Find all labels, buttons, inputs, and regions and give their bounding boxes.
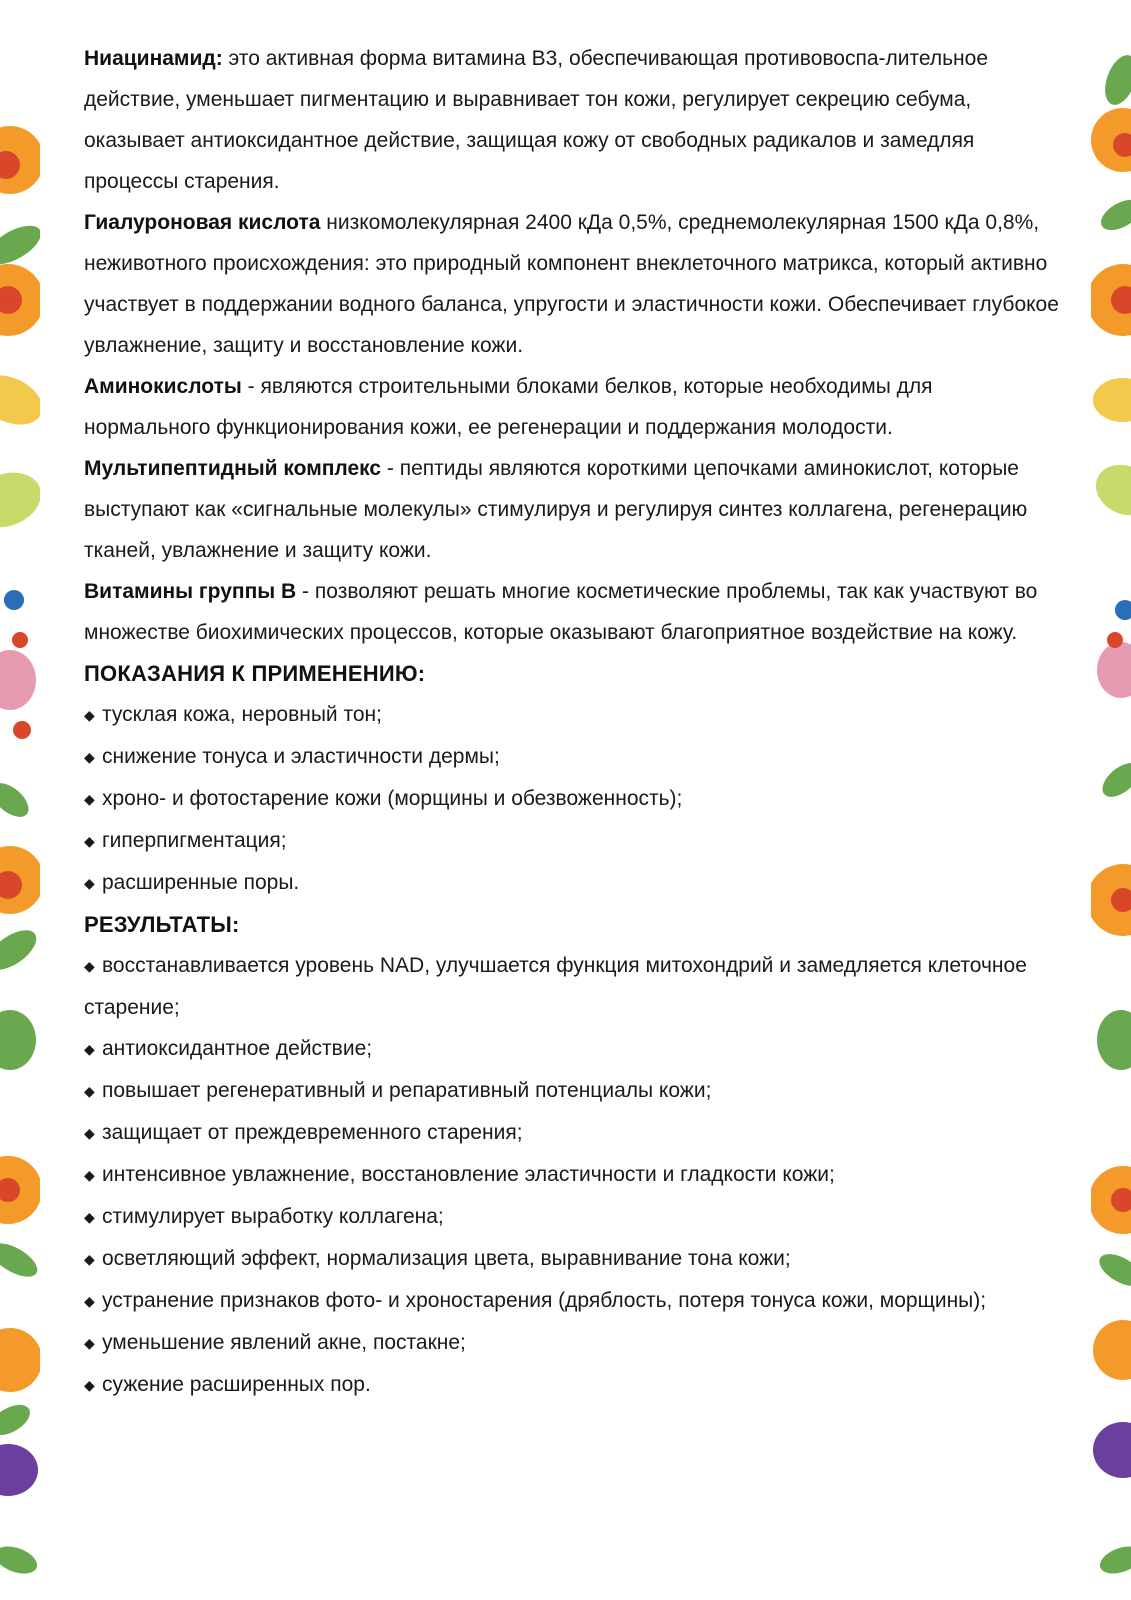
flower-decoration-icon [0,126,40,1579]
list-item: ◆ осветляющий эффект, нормализация цвета, выравнивание тона кожи; [84,1238,1059,1280]
indications-heading: ПОКАЗАНИЯ К ПРИМЕНЕНИЮ: [84,661,426,686]
term-label: Гиалуроновая кислота [84,211,321,234]
diamond-bullet-icon: ◆ [84,1335,95,1351]
diamond-bullet-icon: ◆ [84,1209,95,1225]
term-description: - позволяют решать многие косметические проблемы, так как участвуют во множестве биохимических процессов, которые оказывают благоприятное воздействие на кожу. [84,580,1038,644]
floral-border-left [0,0,40,1600]
list-item: ◆ стимулирует выработку коллагена; [84,1196,1059,1238]
diamond-bullet-icon: ◆ [84,749,95,765]
diamond-bullet-icon: ◆ [84,707,95,723]
results-list [84,945,1059,1406]
diamond-bullet-icon: ◆ [84,1293,95,1309]
diamond-bullet-icon: ◆ [84,875,95,891]
paragraph-hyaluronic-acid [84,202,1059,366]
diamond-bullet-icon: ◆ [84,958,95,974]
term-description: - пептиды являются короткими цепочками аминокислот, которые выступают как «сигнальные молекулы» стимулируя и регулируя синтез коллагена, регенерацию тканей, увлажнение и защиту кожи. [84,457,1028,562]
term-description: это активная форма витамина В3, обеспечивающая противовоспа-лительное действие, уменьшает пигментацию и выравнивает тон кожи, регулирует секрецию себума, оказывает антиоксидантное действие, защищая кожу от свободных радикалов и замедляя процессы старения. [84,47,989,193]
paragraph-amino-acids [84,366,1059,448]
list-item: ◆ хроно- и фотостарение кожи (морщины и обезвоженность); [84,778,1059,820]
list-item: ◆ гиперпигментация; [84,820,1059,862]
term-label: Мультипептидный комплекс [84,457,382,480]
paragraph-vitamins-b [84,571,1059,653]
term-label: Витамины группы В [84,580,297,603]
diamond-bullet-icon: ◆ [84,1041,95,1057]
list-item: ◆ снижение тонуса и эластичности дермы; [84,736,1059,778]
list-item: ◆ интенсивное увлажнение, восстановление эластичности и гладкости кожи; [84,1154,1059,1196]
diamond-bullet-icon: ◆ [84,1167,95,1183]
diamond-bullet-icon: ◆ [84,1251,95,1267]
diamond-bullet-icon: ◆ [84,1083,95,1099]
indications-list [84,694,1059,904]
flower-decoration-icon [1091,51,1131,1579]
list-item: ◆ восстанавливается уровень NAD, улучшается функция митохондрий и замедляется клеточное старение; [84,945,1059,1028]
term-label: Ниацинамид: [84,47,223,70]
diamond-bullet-icon: ◆ [84,791,95,807]
list-item: ◆ расширенные поры. [84,862,1059,904]
list-item: ◆ защищает от преждевременного старения; [84,1112,1059,1154]
paragraph-multipeptide-complex [84,448,1059,571]
floral-border-right [1091,0,1131,1600]
term-label: Аминокислоты [84,375,242,398]
list-item: ◆ повышает регенеративный и репаративный потенциалы кожи; [84,1070,1059,1112]
diamond-bullet-icon: ◆ [84,1125,95,1141]
diamond-bullet-icon: ◆ [84,833,95,849]
list-item: ◆ сужение расширенных пор. [84,1364,1059,1406]
diamond-bullet-icon: ◆ [84,1377,95,1393]
document-body [84,38,1059,1406]
list-item: ◆ устранение признаков фото- и хроностарения (дряблость, потеря тонуса кожи, морщины); [84,1280,1059,1322]
list-item: ◆ тусклая кожа, неровный тон; [84,694,1059,736]
results-heading: РЕЗУЛЬТАТЫ: [84,912,240,937]
list-item: ◆ антиоксидантное действие; [84,1028,1059,1070]
term-description: низкомолекулярная 2400 кДа 0,5%, среднемолекулярная 1500 кДа 0,8%, неживотного происхождения: это природный компонент внеклеточного матрикса, который активно участвует в поддержании водного баланса, упругости и эластичности кожи. Обеспечивает глубокое увлажнение, защиту и восстановление кожи. [84,211,1059,357]
list-item: ◆ уменьшение явлений акне, постакне; [84,1322,1059,1364]
paragraph-niacinamide [84,38,1059,202]
term-description: - являются строительными блоками белков, которые необходимы для нормального функционирования кожи, ее регенерации и поддержания молодости. [84,375,933,439]
